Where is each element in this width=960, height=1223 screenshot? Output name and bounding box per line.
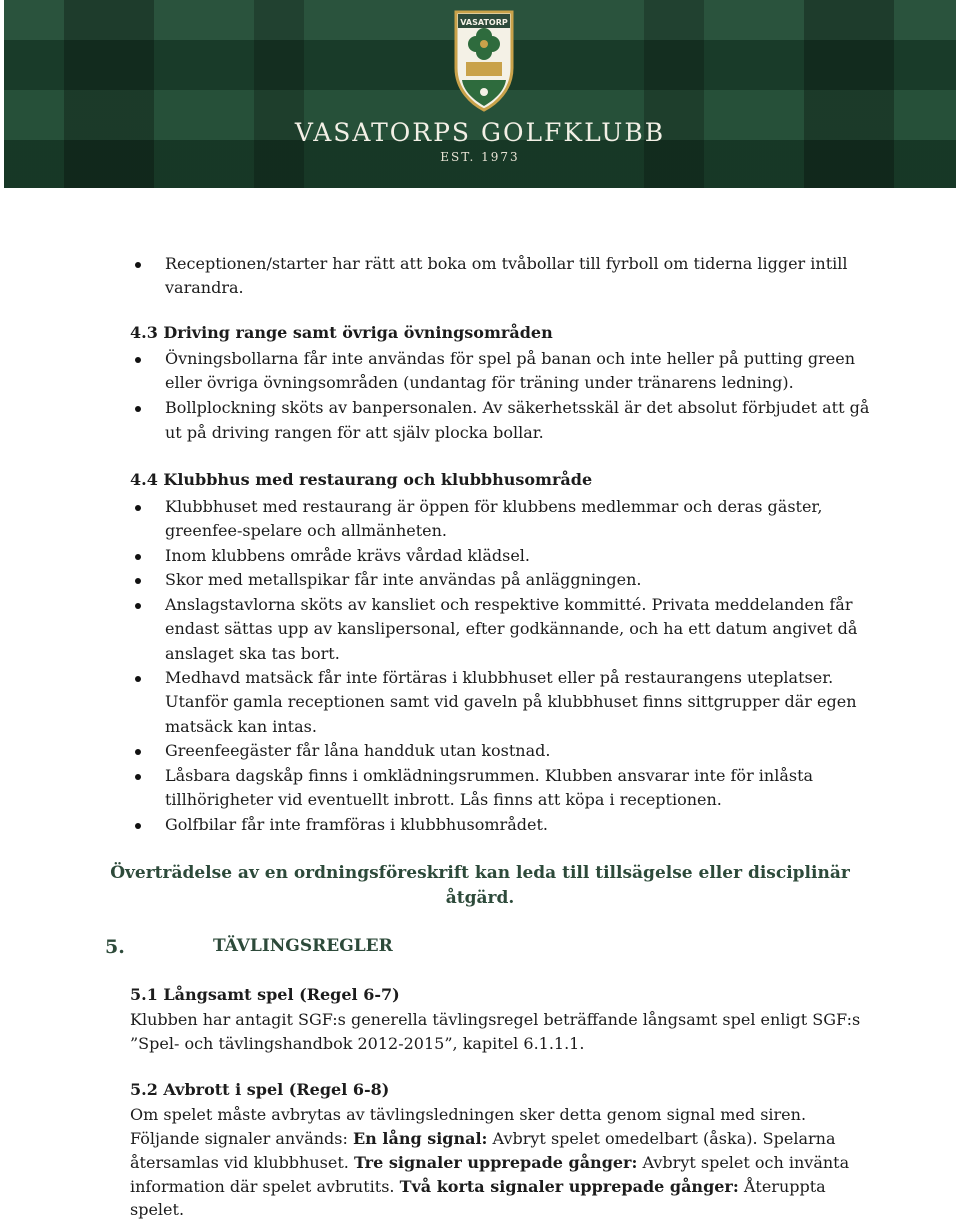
bullet-dot: [135, 774, 141, 780]
bullet-dot: [135, 823, 141, 829]
header-banner: [4, 0, 956, 188]
signal-three: Tre signaler upprepade gånger:: [353, 1153, 638, 1172]
s52-line-2: Följande signaler används: En lång signal: Avbryt spelet omedelbart (åska). Spelarna: [130, 1129, 836, 1148]
s43-bullet-2-line-2: ut på driving rangen för att själv plocka bollar.: [165, 423, 544, 442]
section-4-4-heading: 4.4 Klubbhus med restaurang och klubbhusområde: [130, 470, 593, 489]
section-5-number: 5.: [105, 936, 125, 958]
club-name: VASATORPS GOLFKLUBB: [294, 118, 666, 147]
s51-line-1: Klubben har antagit SGF:s generella tävlingsregel beträffande långsamt spel enligt SGF:s: [130, 1010, 861, 1029]
section-4-3-heading: 4.3 Driving range samt övriga övningsområden: [130, 323, 553, 342]
s44-bullet-4-line-3: anslaget ska tas bort.: [165, 644, 340, 663]
signal-two-short: Två korta signaler upprepade gånger:: [399, 1177, 739, 1196]
s43-bullet-2-line-1: Bollplockning sköts av banpersonalen. Av säkerhetsskäl är det absolut förbjudet att gå: [165, 398, 870, 417]
bullet-dot: [135, 749, 141, 755]
s44-bullet-7-line-1: Låsbara dagskåp finns i omklädningsrummen. Klubben ansvarar inte för inlåsta: [165, 766, 814, 785]
s43-bullet-1-line-1: Övningsbollarna får inte användas för spel på banan och inte heller på putting green: [165, 349, 856, 368]
intro-bullet-1-line-2: varandra.: [165, 278, 244, 297]
bullet-dot: [135, 603, 141, 609]
s51-line-2: ”Spel- och tävlingshandbok 2012-2015”, kapitel 6.1.1.1.: [130, 1034, 585, 1053]
intro-bullet-1-line-1: Receptionen/starter har rätt att boka om tvåbollar till fyrboll om tiderna ligger intill: [165, 254, 848, 273]
section-5-2-heading: 5.2 Avbrott i spel (Regel 6-8): [130, 1080, 390, 1099]
warning-line-2: åtgärd.: [445, 887, 515, 908]
club-established: EST. 1973: [440, 150, 520, 164]
s44-bullet-4-line-2: endast sättas upp av kanslipersonal, efter godkännande, och ha ett datum angivet då: [165, 619, 858, 638]
signal-long: En lång signal:: [352, 1129, 488, 1148]
s43-bullet-1-line-2: eller övriga övningsområden (undantag för träning under tränarens ledning).: [165, 373, 794, 392]
s44-bullet-5-line-3: matsäck kan intas.: [165, 717, 317, 736]
s52-line-1: Om spelet måste avbrytas av tävlingsledningen sker detta genom signal med siren.: [130, 1105, 807, 1124]
s44-bullet-7-line-2: tillhörigheter vid eventuellt inbrott. Lås finns att köpa i receptionen.: [165, 790, 722, 809]
s52-line-4: information där spelet avbrutits. Två korta signaler upprepade gånger: Återuppta: [130, 1177, 826, 1196]
s52-line-5: spelet.: [130, 1200, 185, 1219]
section-5-title: TÄVLINGSREGLER: [213, 936, 393, 956]
violation-warning: [100, 861, 860, 910]
bullet-dot: [135, 406, 141, 412]
bullet-dot: [135, 578, 141, 584]
bullet-dot: [135, 554, 141, 560]
s52-line-3: återsamlas vid klubbhuset. Tre signaler upprepade gånger: Avbryt spelet och invänta: [130, 1153, 850, 1172]
s44-bullet-5-line-1: Medhavd matsäck får inte förtäras i klubbhuset eller på restaurangens uteplatser.: [165, 668, 834, 687]
s44-bullet-6: Greenfeegäster får låna handduk utan kostnad.: [165, 741, 551, 760]
section-5-1-heading: 5.1 Långsamt spel (Regel 6-7): [130, 985, 400, 1004]
s44-bullet-3: Skor med metallspikar får inte användas på anläggningen.: [165, 570, 642, 589]
warning-line-1: Överträdelse av en ordningsföreskrift kan leda till tillsägelse eller disciplinär: [110, 863, 850, 883]
bullet-dot: [135, 262, 141, 268]
bullet-dot: [135, 357, 141, 363]
s44-bullet-5-line-2: Utanför gamla receptionen samt vid gaveln på klubbhuset finns sittgrupper där egen: [165, 692, 857, 711]
s44-bullet-1-line-2: greenfee-spelare och allmänheten.: [165, 521, 448, 540]
club-crest-logo: [452, 8, 516, 112]
s44-bullet-2: Inom klubbens område krävs vårdad klädsel.: [165, 546, 531, 565]
s44-bullet-8: Golfbilar får inte framföras i klubbhusområdet.: [165, 815, 548, 834]
s44-bullet-4-line-1: Anslagstavlorna sköts av kansliet och respektive kommitté. Privata meddelanden får: [165, 595, 853, 614]
svg-text:VASATORP: VASATORP: [460, 18, 508, 27]
bullet-dot: [135, 676, 141, 682]
bullet-dot: [135, 505, 141, 511]
s44-bullet-1-line-1: Klubbhuset med restaurang är öppen för klubbens medlemmar och deras gäster,: [165, 497, 823, 516]
